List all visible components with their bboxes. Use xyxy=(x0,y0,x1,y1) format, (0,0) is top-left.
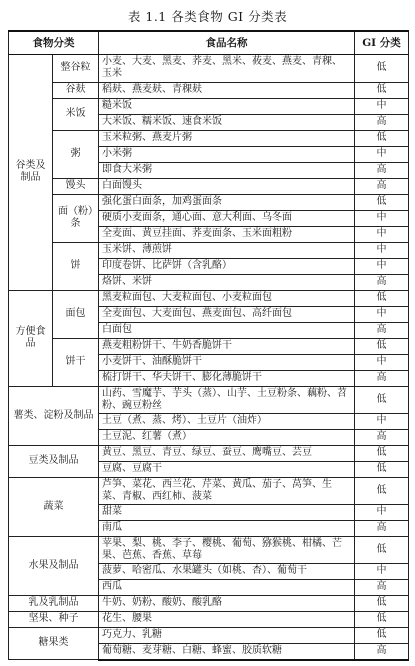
category-cell: 蔬菜 xyxy=(9,477,99,536)
gi-value-cell: 中 xyxy=(355,413,409,429)
gi-value-cell: 低 xyxy=(355,461,409,477)
food-names-cell: 全麦面包、大麦面包、燕麦面包、高纤面包 xyxy=(99,306,355,322)
food-names-cell: 糙米饭 xyxy=(99,98,355,114)
table-row xyxy=(9,611,409,627)
food-names-cell: 牛奶、奶粉、酸奶、酸乳酪 xyxy=(99,595,355,611)
gi-value-cell: 低 xyxy=(355,130,409,146)
gi-value-cell: 高 xyxy=(355,643,409,660)
gi-value-cell: 中 xyxy=(355,354,409,370)
food-names-cell: 芦笋、菜花、西兰花、芹菜、黄瓜、茄子、莴笋、生菜、青椒、西红柿、菠菜 xyxy=(99,477,355,504)
food-names-cell: 即食大米粥 xyxy=(99,162,355,178)
subcategory-cell: 饼干 xyxy=(53,338,99,386)
gi-value-cell: 中 xyxy=(355,504,409,520)
table-row xyxy=(9,130,409,146)
table-row xyxy=(9,178,409,194)
gi-value-cell: 高 xyxy=(355,322,409,338)
gi-value-cell: 低 xyxy=(355,338,409,354)
food-names-cell: 西瓜 xyxy=(99,579,355,595)
food-names-cell: 小米粥 xyxy=(99,146,355,162)
food-names-cell: 土豆泥、红薯（煮） xyxy=(99,429,355,445)
gi-value-cell: 低 xyxy=(355,386,409,413)
category-cell: 糖果类 xyxy=(9,627,99,660)
header-foods: 食品名称 xyxy=(99,31,355,54)
food-names-cell: 稻麸、燕麦麸、青稞麸 xyxy=(99,82,355,98)
gi-value-cell: 中 xyxy=(355,226,409,242)
gi-value-cell: 低 xyxy=(355,536,409,563)
food-names-cell: 土豆（煮、蒸、烤）、土豆片（油炸） xyxy=(99,413,355,429)
table-row xyxy=(9,627,409,643)
gi-value-cell: 低 xyxy=(355,595,409,611)
food-names-cell: 小麦、大麦、黑麦、荞麦、黑米、莜麦、燕麦、青稞、玉米 xyxy=(99,54,355,82)
table-header-row xyxy=(9,31,409,54)
category-cell: 方便食品 xyxy=(9,290,53,386)
food-names-cell: 小麦饼干、油酥脆饼干 xyxy=(99,354,355,370)
category-cell: 乳及乳制品 xyxy=(9,595,99,611)
gi-value-cell: 低 xyxy=(355,54,409,82)
food-names-cell: 菠萝、哈密瓜、水果罐头（如桃、杏）、葡萄干 xyxy=(99,563,355,579)
category-cell: 水果及制品 xyxy=(9,536,99,595)
subcategory-cell: 粥 xyxy=(53,130,99,178)
food-names-cell: 强化蛋白面条，加鸡蛋面条 xyxy=(99,194,355,210)
food-names-cell: 葡萄糖、麦芽糖、白糖、蜂蜜、胶质软糖 xyxy=(99,643,355,660)
table-row xyxy=(9,445,409,461)
food-names-cell: 燕麦粗粉饼干、牛奶香脆饼干 xyxy=(99,338,355,354)
gi-value-cell: 高 xyxy=(355,429,409,445)
gi-value-cell: 高 xyxy=(355,162,409,178)
table-row xyxy=(9,242,409,258)
food-names-cell: 巧克力、乳糖 xyxy=(99,627,355,643)
food-names-cell: 印度卷饼、比萨饼（含乳酪） xyxy=(99,258,355,274)
gi-value-cell: 中 xyxy=(355,563,409,579)
table-row xyxy=(9,386,409,413)
subcategory-cell: 整谷粒 xyxy=(53,54,99,82)
table-row xyxy=(9,194,409,210)
subcategory-cell: 面包 xyxy=(53,290,99,338)
gi-value-cell: 中 xyxy=(355,146,409,162)
table-row xyxy=(9,98,409,114)
gi-value-cell: 低 xyxy=(355,194,409,210)
food-names-cell: 白面包 xyxy=(99,322,355,338)
food-names-cell: 黄豆、黑豆、青豆、绿豆、蚕豆、鹰嘴豆、芸豆 xyxy=(99,445,355,461)
food-names-cell: 玉米粒粥、燕麦片粥 xyxy=(99,130,355,146)
gi-table xyxy=(8,30,409,661)
food-names-cell: 硬质小麦面条，通心面、意大利面、乌冬面 xyxy=(99,210,355,226)
gi-value-cell: 中 xyxy=(355,306,409,322)
food-names-cell: 玉米饼、薄煎饼 xyxy=(99,242,355,258)
subcategory-cell: 饼 xyxy=(53,242,99,290)
gi-value-cell: 低 xyxy=(355,445,409,461)
food-names-cell: 梳打饼干、华夫饼干、膨化薄脆饼干 xyxy=(99,370,355,386)
table-row xyxy=(9,82,409,98)
gi-value-cell: 高 xyxy=(355,579,409,595)
food-names-cell: 甜菜 xyxy=(99,504,355,520)
food-names-cell: 烙饼、米饼 xyxy=(99,274,355,290)
gi-value-cell: 低 xyxy=(355,290,409,306)
gi-value-cell: 中 xyxy=(355,258,409,274)
gi-value-cell: 中 xyxy=(355,98,409,114)
gi-value-cell: 低 xyxy=(355,82,409,98)
table-row xyxy=(9,290,409,306)
food-names-cell: 白面馒头 xyxy=(99,178,355,194)
table-row xyxy=(9,536,409,563)
gi-value-cell: 高 xyxy=(355,178,409,194)
food-names-cell: 山药、雪魔芋、芋头（蒸）、山芋、土豆粉条、藕粉、苕粉、豌豆粉丝 xyxy=(99,386,355,413)
food-names-cell: 苹果、梨、桃、李子、樱桃、葡萄、猕猴桃、柑橘、芒果、芭蕉、香蕉、草莓 xyxy=(99,536,355,563)
header-gi: GI 分类 xyxy=(355,31,409,54)
food-names-cell: 花生、腰果 xyxy=(99,611,355,627)
table-title: 表 1.1 各类食物 GI 分类表 xyxy=(127,9,288,24)
subcategory-cell: 面（粉）条 xyxy=(53,194,99,242)
gi-value-cell: 高 xyxy=(355,274,409,290)
subcategory-cell: 米饭 xyxy=(53,98,99,130)
food-names-cell: 全麦面、黄豆挂面、荞麦面条、玉米面粗粉 xyxy=(99,226,355,242)
table-row xyxy=(9,54,409,82)
category-cell: 谷类及制品 xyxy=(9,54,53,290)
gi-value-cell: 低 xyxy=(355,627,409,643)
table-row xyxy=(9,477,409,504)
category-cell: 豆类及制品 xyxy=(9,445,99,477)
header-category: 食物分类 xyxy=(9,31,99,54)
gi-value-cell: 高 xyxy=(355,370,409,386)
category-cell: 坚果、种子 xyxy=(9,611,99,627)
subcategory-cell: 馒头 xyxy=(53,178,99,194)
food-names-cell: 大米饭、糯米饭、速食米饭 xyxy=(99,114,355,130)
gi-value-cell: 高 xyxy=(355,520,409,536)
gi-value-cell: 低 xyxy=(355,611,409,627)
gi-value-cell: 中 xyxy=(355,210,409,226)
table-row xyxy=(9,595,409,611)
food-names-cell: 南瓜 xyxy=(99,520,355,536)
food-names-cell: 黑麦粒面包、大麦粒面包、小麦粒面包 xyxy=(99,290,355,306)
gi-value-cell: 中 xyxy=(355,242,409,258)
category-cell: 薯类、淀粉及制品 xyxy=(9,386,99,445)
table-row xyxy=(9,338,409,354)
gi-value-cell: 高 xyxy=(355,114,409,130)
gi-value-cell: 低 xyxy=(355,477,409,504)
food-names-cell: 豆腐、豆腐干 xyxy=(99,461,355,477)
subcategory-cell: 谷麸 xyxy=(53,82,99,98)
